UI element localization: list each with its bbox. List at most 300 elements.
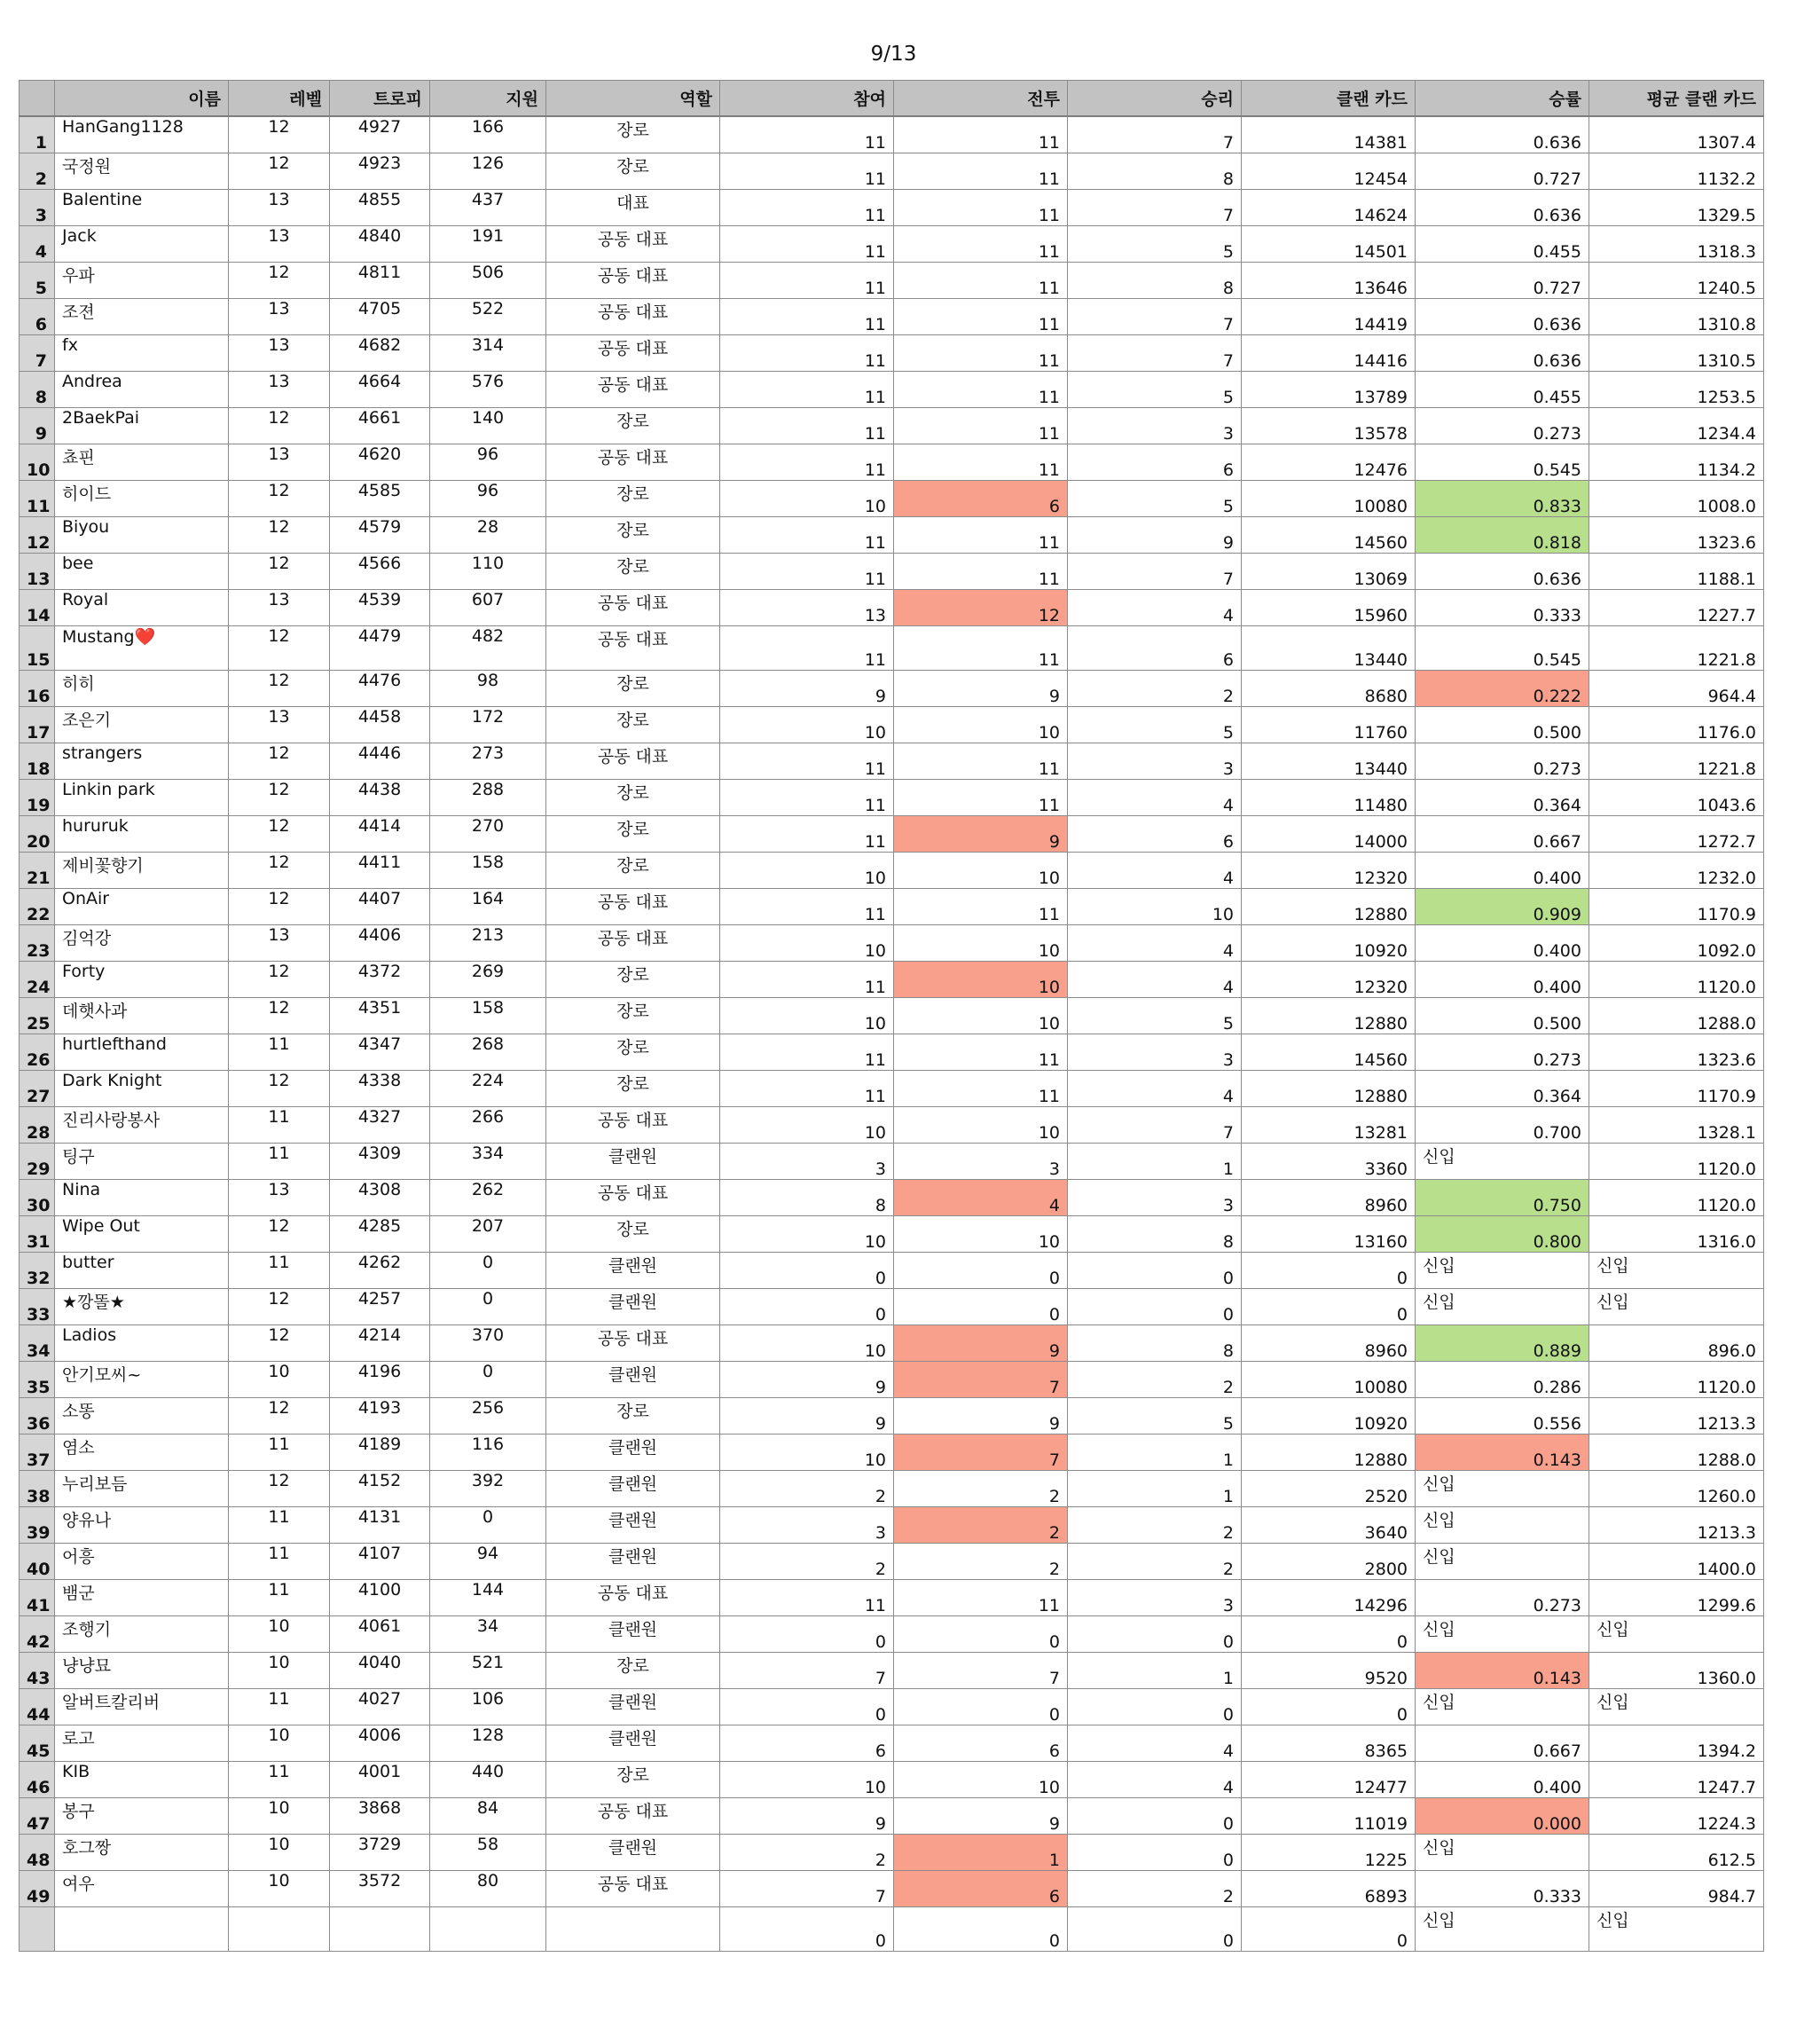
level-cell[interactable]: 12 [229,998,330,1034]
name-cell[interactable]: 안기모씨~ [55,1362,229,1398]
avg-clan-cards-cell[interactable]: 1008.0 [1589,481,1764,517]
participation-cell[interactable]: 10 [720,1216,894,1253]
avg-clan-cards-cell[interactable]: 1213.3 [1589,1507,1764,1544]
level-cell[interactable]: 12 [229,1289,330,1325]
name-cell[interactable] [55,626,229,671]
level-cell[interactable]: 12 [229,1398,330,1435]
wins-cell[interactable]: 5 [1068,707,1242,743]
donations-cell[interactable]: 266 [430,1107,546,1144]
clan-cards-cell[interactable]: 13646 [1242,263,1416,299]
name-cell[interactable]: hurtlefthand [55,1034,229,1071]
wins-cell[interactable]: 5 [1068,1398,1242,1435]
clan-cards-cell[interactable]: 13160 [1242,1216,1416,1253]
donations-cell[interactable]: 506 [430,263,546,299]
row-index-cell[interactable]: 3 [20,190,55,226]
avg-clan-cards-cell[interactable]: 1253.5 [1589,372,1764,408]
wins-cell[interactable]: 4 [1068,1762,1242,1798]
win-rate-cell[interactable]: 0.750 [1416,1180,1589,1216]
level-cell[interactable]: 10 [229,1616,330,1653]
clan-cards-cell[interactable]: 15960 [1242,590,1416,626]
level-cell[interactable]: 12 [229,481,330,517]
donations-cell[interactable] [430,1907,546,1952]
battles-cell[interactable]: 10 [894,925,1068,962]
avg-clan-cards-cell[interactable]: 1288.0 [1589,998,1764,1034]
role-cell[interactable]: 장로 [546,998,720,1034]
donations-cell[interactable]: 128 [430,1725,546,1762]
participation-cell[interactable]: 11 [720,743,894,780]
avg-clan-cards-cell[interactable]: 964.4 [1589,671,1764,707]
win-rate-cell[interactable]: 신입 [1416,1689,1589,1725]
trophy-cell[interactable]: 4327 [330,1107,430,1144]
header-donations[interactable]: 지원 [430,81,546,117]
row-index-cell[interactable]: 23 [20,925,55,962]
battles-cell[interactable]: 6 [894,1871,1068,1907]
win-rate-cell[interactable]: 0.727 [1416,263,1589,299]
name-cell[interactable]: Jack [55,226,229,263]
participation-cell[interactable]: 2 [720,1835,894,1871]
avg-clan-cards-cell[interactable]: 1234.4 [1589,408,1764,444]
wins-cell[interactable]: 1 [1068,1471,1242,1507]
participation-cell[interactable]: 11 [720,1580,894,1616]
name-cell[interactable]: 우파 [55,263,229,299]
clan-cards-cell[interactable]: 12476 [1242,444,1416,481]
clan-cards-cell[interactable]: 8365 [1242,1725,1416,1762]
level-cell[interactable]: 13 [229,925,330,962]
row-index-cell[interactable]: 34 [20,1325,55,1362]
battles-cell[interactable]: 4 [894,1180,1068,1216]
wins-cell[interactable]: 8 [1068,263,1242,299]
clan-cards-cell[interactable]: 3360 [1242,1144,1416,1180]
name-cell[interactable]: 어흥 [55,1544,229,1580]
header-win-rate[interactable]: 승률 [1416,81,1589,117]
donations-cell[interactable]: 273 [430,743,546,780]
role-cell[interactable]: 클랜원 [546,1689,720,1725]
participation-cell[interactable]: 11 [720,517,894,554]
participation-cell[interactable]: 0 [720,1253,894,1289]
trophy-cell[interactable]: 4372 [330,962,430,998]
clan-cards-cell[interactable]: 13440 [1242,743,1416,780]
avg-clan-cards-cell[interactable]: 1360.0 [1589,1653,1764,1689]
trophy-cell[interactable]: 4347 [330,1034,430,1071]
trophy-cell[interactable] [330,1907,430,1952]
trophy-cell[interactable]: 4001 [330,1762,430,1798]
trophy-cell[interactable]: 4100 [330,1580,430,1616]
wins-cell[interactable]: 4 [1068,590,1242,626]
row-index-cell[interactable]: 40 [20,1544,55,1580]
donations-cell[interactable]: 270 [430,816,546,853]
avg-clan-cards-cell[interactable]: 1120.0 [1589,1144,1764,1180]
trophy-cell[interactable]: 4566 [330,554,430,590]
battles-cell[interactable]: 11 [894,263,1068,299]
participation-cell[interactable]: 2 [720,1544,894,1580]
donations-cell[interactable]: 522 [430,299,546,335]
name-cell[interactable]: hururuk [55,816,229,853]
trophy-cell[interactable]: 4438 [330,780,430,816]
donations-cell[interactable]: 262 [430,1180,546,1216]
donations-cell[interactable]: 34 [430,1616,546,1653]
win-rate-cell[interactable]: 0.273 [1416,1580,1589,1616]
trophy-cell[interactable]: 4407 [330,889,430,925]
header-avg-clan-cards[interactable]: 평균 클랜 카드 [1589,81,1764,117]
name-cell[interactable]: 조은기 [55,707,229,743]
donations-cell[interactable]: 0 [430,1507,546,1544]
battles-cell[interactable]: 11 [894,743,1068,780]
donations-cell[interactable]: 207 [430,1216,546,1253]
trophy-cell[interactable]: 4196 [330,1362,430,1398]
trophy-cell[interactable]: 4338 [330,1071,430,1107]
name-cell[interactable] [55,1907,229,1952]
role-cell[interactable]: 클랜원 [546,1544,720,1580]
name-cell[interactable]: 여우 [55,1871,229,1907]
participation-cell[interactable]: 11 [720,263,894,299]
row-index-cell[interactable]: 46 [20,1762,55,1798]
battles-cell[interactable]: 11 [894,1071,1068,1107]
donations-cell[interactable]: 607 [430,590,546,626]
avg-clan-cards-cell[interactable]: 1213.3 [1589,1398,1764,1435]
wins-cell[interactable]: 8 [1068,153,1242,190]
trophy-cell[interactable]: 4262 [330,1253,430,1289]
trophy-cell[interactable]: 3868 [330,1798,430,1835]
donations-cell[interactable]: 106 [430,1689,546,1725]
donations-cell[interactable]: 158 [430,998,546,1034]
battles-cell[interactable]: 11 [894,190,1068,226]
clan-cards-cell[interactable]: 8960 [1242,1180,1416,1216]
wins-cell[interactable]: 6 [1068,816,1242,853]
clan-cards-cell[interactable]: 0 [1242,1289,1416,1325]
avg-clan-cards-cell[interactable]: 1329.5 [1589,190,1764,226]
wins-cell[interactable]: 7 [1068,554,1242,590]
name-cell[interactable]: 데햇사과 [55,998,229,1034]
win-rate-cell[interactable]: 0.500 [1416,707,1589,743]
donations-cell[interactable]: 440 [430,1762,546,1798]
participation-cell[interactable]: 9 [720,1362,894,1398]
battles-cell[interactable]: 10 [894,998,1068,1034]
win-rate-cell[interactable]: 0.400 [1416,962,1589,998]
trophy-cell[interactable]: 4257 [330,1289,430,1325]
avg-clan-cards-cell[interactable]: 1318.3 [1589,226,1764,263]
role-cell[interactable]: 클랜원 [546,1144,720,1180]
name-cell[interactable]: 국정원 [55,153,229,190]
donations-cell[interactable]: 392 [430,1471,546,1507]
battles-cell[interactable]: 11 [894,1580,1068,1616]
role-cell[interactable]: 공동 대표 [546,372,720,408]
win-rate-cell[interactable]: 0.273 [1416,1034,1589,1071]
level-cell[interactable]: 13 [229,372,330,408]
wins-cell[interactable]: 2 [1068,1544,1242,1580]
win-rate-cell[interactable]: 0.500 [1416,998,1589,1034]
win-rate-cell[interactable]: 신입 [1416,1144,1589,1180]
win-rate-cell[interactable]: 0.273 [1416,408,1589,444]
wins-cell[interactable]: 5 [1068,226,1242,263]
participation-cell[interactable]: 10 [720,1435,894,1471]
row-index-cell[interactable]: 27 [20,1071,55,1107]
clan-cards-cell[interactable]: 0 [1242,1616,1416,1653]
participation-cell[interactable]: 11 [720,116,894,153]
row-index-cell[interactable]: 4 [20,226,55,263]
role-cell[interactable]: 클랜원 [546,1616,720,1653]
name-cell[interactable]: 누리보듬 [55,1471,229,1507]
wins-cell[interactable]: 7 [1068,335,1242,372]
clan-cards-cell[interactable]: 3640 [1242,1507,1416,1544]
wins-cell[interactable]: 3 [1068,1180,1242,1216]
win-rate-cell[interactable]: 신입 [1416,1616,1589,1653]
participation-cell[interactable]: 9 [720,1398,894,1435]
win-rate-cell[interactable]: 0.636 [1416,554,1589,590]
wins-cell[interactable]: 3 [1068,408,1242,444]
clan-cards-cell[interactable]: 12477 [1242,1762,1416,1798]
row-index-cell[interactable] [20,1907,55,1952]
role-cell[interactable]: 공동 대표 [546,335,720,372]
participation-cell[interactable]: 11 [720,408,894,444]
name-cell[interactable]: 염소 [55,1435,229,1471]
wins-cell[interactable]: 2 [1068,1362,1242,1398]
level-cell[interactable]: 13 [229,444,330,481]
participation-cell[interactable]: 6 [720,1725,894,1762]
level-cell[interactable]: 11 [229,1144,330,1180]
participation-cell[interactable]: 0 [720,1907,894,1952]
clan-cards-cell[interactable]: 10080 [1242,1362,1416,1398]
name-cell[interactable]: 히히 [55,671,229,707]
name-cell[interactable]: Nina [55,1180,229,1216]
level-cell[interactable]: 12 [229,1471,330,1507]
name-cell[interactable]: 조젼 [55,299,229,335]
participation-cell[interactable]: 11 [720,372,894,408]
clan-cards-cell[interactable]: 10080 [1242,481,1416,517]
donations-cell[interactable]: 268 [430,1034,546,1071]
level-cell[interactable]: 11 [229,1507,330,1544]
clan-cards-cell[interactable]: 13789 [1242,372,1416,408]
level-cell[interactable]: 12 [229,1325,330,1362]
win-rate-cell[interactable]: 신입 [1416,1253,1589,1289]
level-cell[interactable]: 12 [229,408,330,444]
win-rate-cell[interactable]: 0.143 [1416,1653,1589,1689]
clan-cards-cell[interactable]: 12320 [1242,853,1416,889]
battles-cell[interactable]: 11 [894,372,1068,408]
trophy-cell[interactable]: 4107 [330,1544,430,1580]
row-index-cell[interactable]: 25 [20,998,55,1034]
participation-cell[interactable]: 3 [720,1144,894,1180]
role-cell[interactable]: 공동 대표 [546,226,720,263]
level-cell[interactable]: 11 [229,1762,330,1798]
donations-cell[interactable]: 96 [430,444,546,481]
level-cell[interactable]: 10 [229,1362,330,1398]
clan-cards-cell[interactable]: 8960 [1242,1325,1416,1362]
win-rate-cell[interactable]: 신입 [1416,1471,1589,1507]
donations-cell[interactable]: 172 [430,707,546,743]
donations-cell[interactable]: 370 [430,1325,546,1362]
avg-clan-cards-cell[interactable]: 1310.8 [1589,299,1764,335]
donations-cell[interactable]: 0 [430,1253,546,1289]
trophy-cell[interactable]: 4705 [330,299,430,335]
participation-cell[interactable]: 10 [720,1325,894,1362]
role-cell[interactable]: 클랜원 [546,1289,720,1325]
clan-cards-cell[interactable]: 14560 [1242,517,1416,554]
row-index-cell[interactable]: 7 [20,335,55,372]
role-cell[interactable]: 장로 [546,153,720,190]
row-index-cell[interactable]: 47 [20,1798,55,1835]
role-cell[interactable]: 장로 [546,816,720,853]
header-index[interactable] [20,81,55,117]
row-index-cell[interactable]: 9 [20,408,55,444]
level-cell[interactable]: 12 [229,626,330,671]
participation-cell[interactable]: 9 [720,671,894,707]
row-index-cell[interactable]: 15 [20,626,55,671]
clan-cards-cell[interactable]: 11480 [1242,780,1416,816]
level-cell[interactable]: 13 [229,226,330,263]
battles-cell[interactable]: 11 [894,408,1068,444]
avg-clan-cards-cell[interactable]: 1120.0 [1589,1362,1764,1398]
level-cell[interactable]: 11 [229,1253,330,1289]
participation-cell[interactable]: 10 [720,1107,894,1144]
clan-cards-cell[interactable]: 14624 [1242,190,1416,226]
clan-cards-cell[interactable]: 14381 [1242,116,1416,153]
clan-cards-cell[interactable]: 13440 [1242,626,1416,671]
win-rate-cell[interactable]: 신입 [1416,1289,1589,1325]
avg-clan-cards-cell[interactable]: 1170.9 [1589,889,1764,925]
avg-clan-cards-cell[interactable]: 1132.2 [1589,153,1764,190]
win-rate-cell[interactable]: 0.818 [1416,517,1589,554]
battles-cell[interactable]: 2 [894,1507,1068,1544]
avg-clan-cards-cell[interactable]: 1092.0 [1589,925,1764,962]
name-cell[interactable]: 양유나 [55,1507,229,1544]
trophy-cell[interactable]: 3729 [330,1835,430,1871]
clan-cards-cell[interactable]: 2520 [1242,1471,1416,1507]
row-index-cell[interactable]: 49 [20,1871,55,1907]
avg-clan-cards-cell[interactable]: 1299.6 [1589,1580,1764,1616]
trophy-cell[interactable]: 4458 [330,707,430,743]
wins-cell[interactable]: 4 [1068,962,1242,998]
donations-cell[interactable]: 116 [430,1435,546,1471]
name-cell[interactable]: 알버트칼리버 [55,1689,229,1725]
role-cell[interactable]: 공동 대표 [546,263,720,299]
row-index-cell[interactable]: 10 [20,444,55,481]
role-cell[interactable]: 장로 [546,517,720,554]
clan-cards-cell[interactable]: 11760 [1242,707,1416,743]
role-cell[interactable]: 장로 [546,1398,720,1435]
avg-clan-cards-cell[interactable]: 신입 [1589,1689,1764,1725]
role-cell[interactable]: 장로 [546,1071,720,1107]
header-battles[interactable]: 전투 [894,81,1068,117]
participation-cell[interactable]: 9 [720,1798,894,1835]
avg-clan-cards-cell[interactable]: 1227.7 [1589,590,1764,626]
row-index-cell[interactable]: 20 [20,816,55,853]
wins-cell[interactable]: 7 [1068,116,1242,153]
donations-cell[interactable]: 269 [430,962,546,998]
participation-cell[interactable]: 3 [720,1507,894,1544]
win-rate-cell[interactable]: 0.286 [1416,1362,1589,1398]
row-index-cell[interactable]: 18 [20,743,55,780]
row-index-cell[interactable]: 31 [20,1216,55,1253]
trophy-cell[interactable]: 4682 [330,335,430,372]
level-cell[interactable]: 11 [229,1544,330,1580]
participation-cell[interactable]: 11 [720,962,894,998]
donations-cell[interactable]: 576 [430,372,546,408]
name-cell[interactable]: 로고 [55,1725,229,1762]
name-cell[interactable]: ★깡똘★ [55,1289,229,1325]
participation-cell[interactable]: 11 [720,554,894,590]
battles-cell[interactable]: 7 [894,1362,1068,1398]
avg-clan-cards-cell[interactable]: 신입 [1589,1907,1764,1952]
trophy-cell[interactable]: 4309 [330,1144,430,1180]
participation-cell[interactable]: 8 [720,1180,894,1216]
wins-cell[interactable]: 10 [1068,889,1242,925]
level-cell[interactable]: 11 [229,1034,330,1071]
battles-cell[interactable]: 0 [894,1616,1068,1653]
wins-cell[interactable]: 6 [1068,626,1242,671]
clan-cards-cell[interactable]: 12454 [1242,153,1416,190]
role-cell[interactable]: 클랜원 [546,1507,720,1544]
role-cell[interactable]: 공동 대표 [546,1107,720,1144]
trophy-cell[interactable]: 4131 [330,1507,430,1544]
name-cell[interactable]: Forty [55,962,229,998]
battles-cell[interactable]: 6 [894,1725,1068,1762]
trophy-cell[interactable]: 4040 [330,1653,430,1689]
avg-clan-cards-cell[interactable]: 1170.9 [1589,1071,1764,1107]
battles-cell[interactable]: 10 [894,707,1068,743]
clan-cards-cell[interactable]: 14501 [1242,226,1416,263]
clan-cards-cell[interactable]: 12320 [1242,962,1416,998]
level-cell[interactable]: 12 [229,263,330,299]
role-cell[interactable]: 클랜원 [546,1435,720,1471]
win-rate-cell[interactable]: 신입 [1416,1507,1589,1544]
donations-cell[interactable]: 0 [430,1362,546,1398]
name-cell[interactable]: 냥냥묘 [55,1653,229,1689]
level-cell[interactable]: 13 [229,299,330,335]
role-cell[interactable]: 장로 [546,1653,720,1689]
battles-cell[interactable]: 9 [894,1325,1068,1362]
clan-cards-cell[interactable]: 10920 [1242,1398,1416,1435]
win-rate-cell[interactable]: 신입 [1416,1544,1589,1580]
header-wins[interactable]: 승리 [1068,81,1242,117]
wins-cell[interactable]: 2 [1068,1871,1242,1907]
role-cell[interactable]: 공동 대표 [546,1871,720,1907]
wins-cell[interactable]: 2 [1068,1507,1242,1544]
avg-clan-cards-cell[interactable]: 1232.0 [1589,853,1764,889]
participation-cell[interactable]: 11 [720,1071,894,1107]
row-index-cell[interactable]: 22 [20,889,55,925]
wins-cell[interactable]: 0 [1068,1835,1242,1871]
row-index-cell[interactable]: 29 [20,1144,55,1180]
trophy-cell[interactable]: 4414 [330,816,430,853]
donations-cell[interactable]: 521 [430,1653,546,1689]
participation-cell[interactable]: 10 [720,925,894,962]
role-cell[interactable]: 공동 대표 [546,743,720,780]
name-cell[interactable]: butter [55,1253,229,1289]
wins-cell[interactable]: 2 [1068,671,1242,707]
clan-cards-cell[interactable]: 12880 [1242,889,1416,925]
header-role[interactable]: 역할 [546,81,720,117]
level-cell[interactable]: 13 [229,1180,330,1216]
name-cell[interactable]: Ladios [55,1325,229,1362]
level-cell[interactable]: 12 [229,889,330,925]
participation-cell[interactable]: 11 [720,190,894,226]
win-rate-cell[interactable]: 0.400 [1416,853,1589,889]
role-cell[interactable]: 장로 [546,116,720,153]
wins-cell[interactable]: 7 [1068,299,1242,335]
win-rate-cell[interactable]: 0.636 [1416,299,1589,335]
wins-cell[interactable]: 8 [1068,1216,1242,1253]
battles-cell[interactable]: 10 [894,1216,1068,1253]
participation-cell[interactable]: 11 [720,226,894,263]
role-cell[interactable]: 장로 [546,554,720,590]
trophy-cell[interactable]: 4585 [330,481,430,517]
participation-cell[interactable]: 11 [720,1034,894,1071]
wins-cell[interactable]: 4 [1068,925,1242,962]
participation-cell[interactable]: 10 [720,998,894,1034]
level-cell[interactable]: 12 [229,1071,330,1107]
row-index-cell[interactable]: 2 [20,153,55,190]
avg-clan-cards-cell[interactable]: 1221.8 [1589,743,1764,780]
